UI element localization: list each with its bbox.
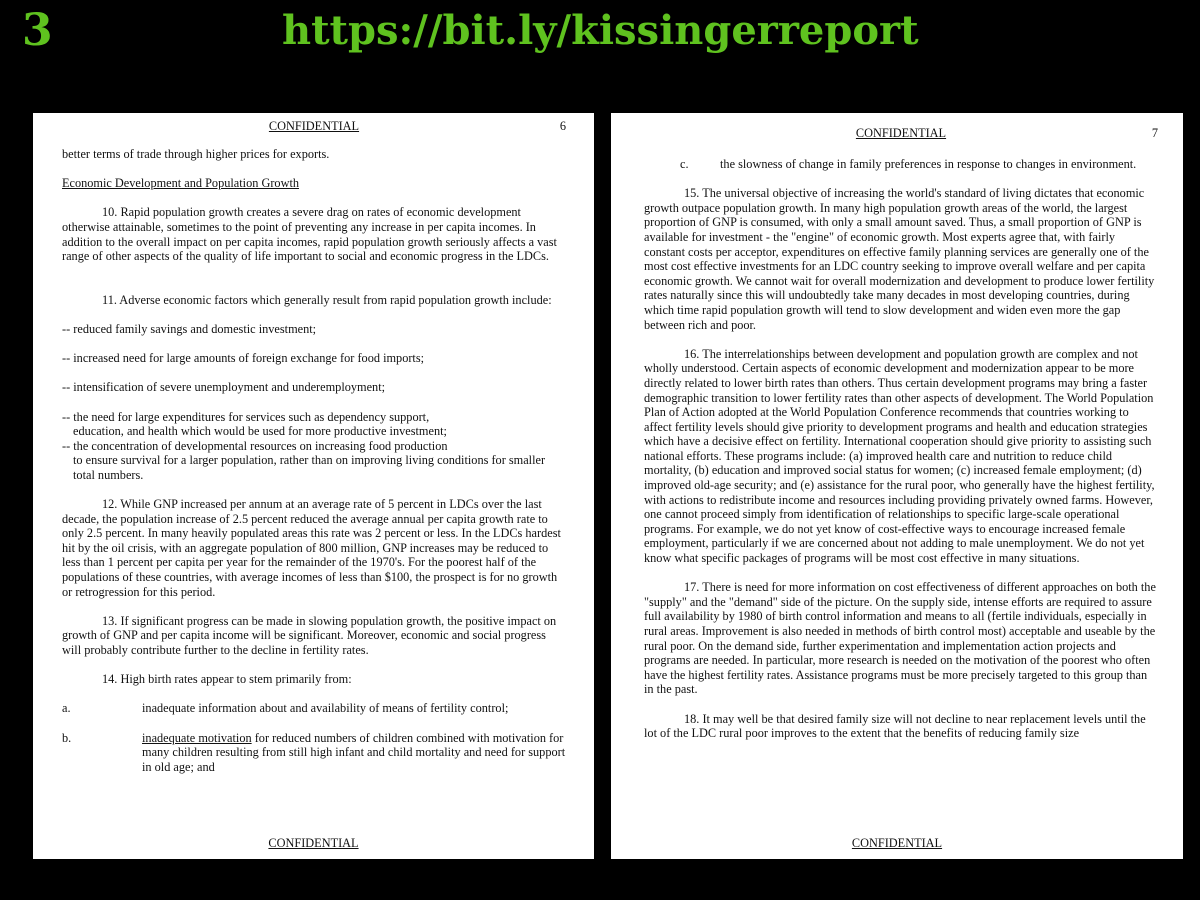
paragraph-12: 12. While GNP increased per annum at an average rate of 5 percent in LDCs over the last decade, the population increase of 2.5 percent reduced the average annual per capita growth rate to only 2.5 percent. In many heavily populated areas this rate was 2 percent or less. In the LDCs hardest hit by the oil crisis, with an aggregate population of 800 million, GNP increases may be reduced to less than 1 percent per capita per year for the remainder of the 1970's. For the poorest half of the populations of these countries, with average incomes of less than $100, the prospect is for no growth or retrogression for this period. <box>62 497 561 599</box>
report-link[interactable]: https://bit.ly/kissingerreport <box>282 7 919 54</box>
paragraph-16: 16. The interrelationships between development and population growth are complex and not wholly understood. Certain aspects of economic development and modernization appear to be more directly related to lower birth rates than others. Thus certain development programs may bring a faster demographic transition to lower fertility rates than other aspects of development. The World Population Plan of Action adopted at the World Population Conference recommends that countries working to affect fertility levels should give priority to development programs and health and education strategies which have a decisive effect on fertility. International cooperation should give priority to assisting such national efforts. These programs include: (a) improved health care and nutrition to reduce child mortality, (b) education and improved social status for women; (c) increased female employment; (d) improved old-age security; and (e) assistance for the rural poor, who generally have the highest fertility, with actions to redistribute income and resources including providing privately owned farms. However, one cannot proceed simply from identification of relationships to specific large-scale operational programs. For example, we do not yet know of cost-effective ways to encourage increased female employment, particularly if we are concerned about not adding to male unemployment. We do not yet know what specific packages of programs will be most cost effective in many situations. <box>644 346 1155 566</box>
paragraph-18: 18. It may well be that desired family size will not decline to near replacement levels until the lot of the LDC rural poor improves to the extent that the benefits of reducing family size <box>644 711 1146 741</box>
paragraph-15: 15. The universal objective of increasing the world's standard of living dictates that economic growth outpace population growth. In many high population growth areas of the world, the largest proportion of GNP is consumed, with only a small amount saved. Thus, a small proportion of GNP is available for investment - the "engine" of economic growth. Most experts agree that, with fairly constant costs per acceptor, expenditures on effective family planning services are generally one of the most cost effective investments for an LDC country seeking to improve overall welfare and per capita economic growth. We cannot wait for overall modernization and development to produce lower fertility rates naturally since this will undoubtedly take many decades in most developing countries, during which time rapid population growth will tend to slow development and widen even more the gap between rich and poor. <box>644 186 1155 332</box>
confidential-header: CONFIDENTIAL <box>268 119 360 133</box>
page-number: 7 <box>1151 126 1158 140</box>
list-item-b-body <box>142 731 566 775</box>
intro-line: better terms of trade through higher prices for exports. <box>62 147 330 161</box>
paragraph-17: 17. There is need for more information on cost effectiveness of different approaches on both the "supply" and the "demand" side of the picture. On the supply side, intense efforts are required to assure full availability by 1980 of birth control information and means to all (fertile individuals, especially in rural areas. Improvement is also needed in methods of birth control most) acceptable and useable by the rural poor. On the demand side, further experimentation and implementation action projects and programs are needed. In particular, more research is needed on the motivation of the poorest who often have the highest fertility rates. Assistance programs must be more precisely targeted to this group than in the past. <box>644 580 1156 697</box>
list-dash-3: -- intensification of severe unemployment and underemployment; <box>62 380 386 395</box>
list-dash-5 <box>62 439 566 483</box>
list-dash-1: -- reduced family savings and domestic investment; <box>62 321 317 336</box>
page-header <box>62 119 566 136</box>
list-dash-2: -- increased need for large amounts of foreign exchange for food imports; <box>62 351 425 366</box>
paragraph-14: 14. High birth rates appear to stem primarily from: <box>102 672 352 687</box>
page-header <box>644 126 1158 143</box>
list-dash-5-first: -- the concentration of developmental resources on increasing food production <box>62 438 448 453</box>
list-item-a-text: inadequate information about and availability of means of fertility control; <box>142 701 509 716</box>
paragraph-11: 11. Adverse economic factors which generally result from rapid population growth include: <box>102 292 552 307</box>
slide-number: 3 <box>22 5 53 56</box>
list-item-b-emphasis: inadequate motivation <box>142 730 252 745</box>
paragraph-13: 13. If significant progress can be made in slowing population growth, the positive impact on growth of GNP and per capita income will be significant. Moreover, economic and social progress will probably contribute further to the decline in fertility rates. <box>62 613 557 657</box>
list-item-a <box>62 701 566 716</box>
document-page-6 <box>33 113 594 859</box>
confidential-footer: CONFIDENTIAL <box>851 836 943 851</box>
list-dash-5-cont: to ensure survival for a larger population, rather than on improving living conditions for smaller total numbers. <box>73 453 546 482</box>
confidential-footer: CONFIDENTIAL <box>268 836 359 851</box>
list-item-b <box>62 731 566 775</box>
section-heading: Economic Development and Population Growth <box>62 176 300 191</box>
paragraph-10: 10. Rapid population growth creates a severe drag on rates of economic development otherwise attainable, sometimes to the point of preventing any increase in per capita incomes. In addition to the overall impact on per capita incomes, rapid population growth seriously affects a vast range of other aspects of the quality of life important to social and economic progress in the LDCs. <box>62 205 557 264</box>
confidential-header: CONFIDENTIAL <box>855 126 947 140</box>
list-dash-4 <box>62 410 566 439</box>
list-dash-4-cont: education, and health which would be used for more productive investment; <box>73 424 447 439</box>
document-page-7 <box>611 113 1183 859</box>
list-item-c-text: the slowness of change in family preferences in response to changes in environment. <box>720 157 1137 171</box>
list-item-c-label: c. <box>680 157 689 171</box>
list-dash-4-first: -- the need for large expenditures for services such as dependency support, <box>62 409 430 424</box>
list-item-c <box>644 157 1158 172</box>
list-item-b-label: b. <box>62 730 72 745</box>
page-number: 6 <box>559 119 566 133</box>
list-item-b-text: for reduced numbers of children combined with motivation for many children resulting from still high infant and child mortality and need for support in old age; and <box>142 730 566 774</box>
list-item-a-label: a. <box>62 701 71 716</box>
